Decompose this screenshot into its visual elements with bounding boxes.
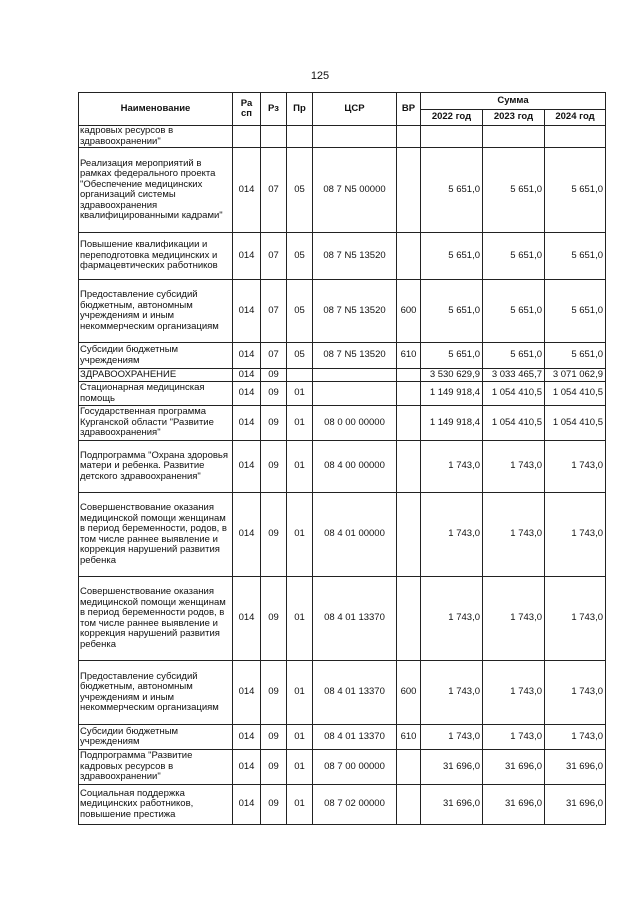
cell-rasp: 014 [233,233,261,280]
cell-2022: 1 743,0 [421,577,483,661]
cell-2023: 1 054 410,5 [483,406,545,441]
header-year: 2024 год [545,110,606,126]
budget-table [78,92,606,825]
cell-2023: 3 033 465,7 [483,369,545,382]
table-row [79,148,606,233]
cell-2023: 1 743,0 [483,725,545,750]
cell-2023 [483,126,545,148]
cell-2022: 1 149 918,4 [421,382,483,406]
cell-csr: 08 4 01 13370 [313,577,397,661]
cell-rz: 09 [261,750,287,785]
cell-name: Реализация мероприятий в рамках федерального проекта "Обеспечение медицинских организаций системы здравоохранения квалифицированными кадрами" [79,148,233,233]
cell-name: Предоставление субсидий бюджетным, автономным учреждениям и иным некоммерческим организациям [79,280,233,343]
cell-rasp: 014 [233,577,261,661]
cell-vr [397,406,421,441]
cell-pr: 01 [287,441,313,493]
cell-vr [397,750,421,785]
table-row [79,233,606,280]
cell-rasp: 014 [233,493,261,577]
cell-2022: 1 743,0 [421,725,483,750]
cell-2022: 1 149 918,4 [421,406,483,441]
cell-rasp: 014 [233,382,261,406]
cell-rz: 07 [261,233,287,280]
cell-name: Субсидии бюджетным учреждениям [79,725,233,750]
cell-name: Подпрограмма "Охрана здоровья матери и ребенка. Развитие детского здравоохранения" [79,441,233,493]
table-row [79,661,606,725]
cell-2024: 5 651,0 [545,233,606,280]
cell-rz: 09 [261,406,287,441]
cell-2024: 1 054 410,5 [545,382,606,406]
cell-name: Социальная поддержка медицинских работников, повышение престижа [79,785,233,825]
cell-2024: 5 651,0 [545,148,606,233]
cell-name: Повышение квалификации и переподготовка медицинских и фармацевтических работников [79,233,233,280]
cell-csr: 08 7 00 00000 [313,750,397,785]
cell-2024: 1 743,0 [545,725,606,750]
cell-rz [261,126,287,148]
cell-rasp: 014 [233,280,261,343]
cell-csr: 08 4 01 00000 [313,493,397,577]
cell-pr: 01 [287,661,313,725]
cell-pr: 01 [287,750,313,785]
cell-rz: 09 [261,382,287,406]
cell-csr: 08 4 00 00000 [313,441,397,493]
cell-rz: 09 [261,493,287,577]
cell-rasp [233,126,261,148]
cell-2022: 1 743,0 [421,661,483,725]
table-row [79,369,606,382]
cell-pr: 01 [287,406,313,441]
cell-csr: 08 4 01 13370 [313,661,397,725]
cell-csr: 08 7 N5 13520 [313,233,397,280]
cell-vr: 600 [397,661,421,725]
cell-pr: 05 [287,233,313,280]
header-vr: ВР [397,93,421,126]
cell-rz: 09 [261,441,287,493]
cell-rasp: 014 [233,750,261,785]
cell-csr: 08 7 N5 13520 [313,280,397,343]
table-row [79,126,606,148]
cell-vr [397,493,421,577]
cell-name: Стационарная медицинская помощь [79,382,233,406]
cell-name: Подпрограмма "Развитие кадровых ресурсов в здравоохранении" [79,750,233,785]
cell-rasp: 014 [233,725,261,750]
cell-pr: 01 [287,725,313,750]
cell-2024: 1 743,0 [545,577,606,661]
cell-pr [287,126,313,148]
header-rz: Рз [261,93,287,126]
cell-vr [397,233,421,280]
cell-name: ЗДРАВООХРАНЕНИЕ [79,369,233,382]
cell-2023: 31 696,0 [483,750,545,785]
cell-pr: 01 [287,382,313,406]
page-number: 125 [310,70,330,82]
cell-2023: 5 651,0 [483,343,545,369]
cell-rasp: 014 [233,785,261,825]
cell-2023: 5 651,0 [483,280,545,343]
cell-name: кадровых ресурсов в здравоохранении" [79,126,233,148]
cell-2024 [545,126,606,148]
table-row [79,441,606,493]
cell-csr: 08 7 N5 00000 [313,148,397,233]
cell-rz: 09 [261,661,287,725]
cell-csr [313,369,397,382]
cell-vr [397,148,421,233]
cell-vr [397,577,421,661]
cell-2023: 1 743,0 [483,493,545,577]
cell-2024: 3 071 062,9 [545,369,606,382]
cell-2023: 5 651,0 [483,148,545,233]
cell-csr: 08 7 02 00000 [313,785,397,825]
cell-rz: 09 [261,785,287,825]
table-row [79,493,606,577]
cell-csr [313,126,397,148]
cell-rz: 09 [261,577,287,661]
cell-csr: 08 0 00 00000 [313,406,397,441]
cell-pr: 05 [287,148,313,233]
cell-2023: 1 743,0 [483,441,545,493]
cell-rasp: 014 [233,661,261,725]
cell-2022 [421,126,483,148]
cell-2022: 1 743,0 [421,493,483,577]
table-row [79,785,606,825]
cell-2023: 1 054 410,5 [483,382,545,406]
cell-rasp: 014 [233,148,261,233]
cell-pr: 05 [287,280,313,343]
cell-2024: 31 696,0 [545,750,606,785]
cell-name: Совершенствование оказания медицинской помощи женщинам в период беременности, родов, в том числе раннее выявление и коррекция нарушений развития ребенка [79,493,233,577]
cell-2023: 1 743,0 [483,577,545,661]
cell-2023: 1 743,0 [483,661,545,725]
header-csr: ЦСР [313,93,397,126]
cell-pr [287,369,313,382]
cell-2024: 5 651,0 [545,280,606,343]
cell-2022: 5 651,0 [421,233,483,280]
cell-2022: 1 743,0 [421,441,483,493]
header-rasp: Ра сп [233,93,261,126]
cell-csr: 08 4 01 13370 [313,725,397,750]
cell-pr: 05 [287,343,313,369]
table-row [79,280,606,343]
cell-name: Субсидии бюджетным учреждениям [79,343,233,369]
header-year: 2023 год [483,110,545,126]
table-row [79,725,606,750]
cell-2023: 5 651,0 [483,233,545,280]
cell-2022: 5 651,0 [421,280,483,343]
cell-vr [397,382,421,406]
cell-rz: 07 [261,343,287,369]
cell-rz: 07 [261,148,287,233]
table-row [79,382,606,406]
header-year: 2022 год [421,110,483,126]
cell-2024: 1 743,0 [545,441,606,493]
cell-rz: 09 [261,725,287,750]
header-name: Наименование [79,93,233,126]
cell-rz: 07 [261,280,287,343]
cell-vr [397,126,421,148]
cell-rasp: 014 [233,343,261,369]
cell-2023: 31 696,0 [483,785,545,825]
cell-vr: 600 [397,280,421,343]
cell-csr [313,382,397,406]
table-row [79,406,606,441]
table-row [79,577,606,661]
cell-2024: 1 743,0 [545,493,606,577]
cell-2024: 1 054 410,5 [545,406,606,441]
cell-pr: 01 [287,785,313,825]
cell-name: Совершенствование оказания медицинской помощи женщинам в период беременности родов, в том числе раннее выявление и коррекция нарушений развития ребенка [79,577,233,661]
cell-pr: 01 [287,577,313,661]
cell-rasp: 014 [233,441,261,493]
cell-vr [397,369,421,382]
cell-2024: 31 696,0 [545,785,606,825]
cell-vr [397,441,421,493]
header-pr: Пр [287,93,313,126]
table-row [79,343,606,369]
cell-csr: 08 7 N5 13520 [313,343,397,369]
cell-2024: 1 743,0 [545,661,606,725]
cell-2022: 5 651,0 [421,148,483,233]
cell-2024: 5 651,0 [545,343,606,369]
cell-name: Государственная программа Курганской области "Развитие здравоохранения" [79,406,233,441]
header-sum: Сумма [421,93,606,110]
cell-rz: 09 [261,369,287,382]
cell-2022: 31 696,0 [421,750,483,785]
cell-name: Предоставление субсидий бюджетным, автономным учреждениям и иным некоммерческим организациям [79,661,233,725]
cell-rasp: 014 [233,406,261,441]
cell-vr: 610 [397,725,421,750]
cell-2022: 5 651,0 [421,343,483,369]
table-row [79,750,606,785]
table-body [79,126,606,825]
cell-pr: 01 [287,493,313,577]
cell-vr: 610 [397,343,421,369]
cell-vr [397,785,421,825]
cell-rasp: 014 [233,369,261,382]
cell-2022: 3 530 629,9 [421,369,483,382]
cell-2022: 31 696,0 [421,785,483,825]
